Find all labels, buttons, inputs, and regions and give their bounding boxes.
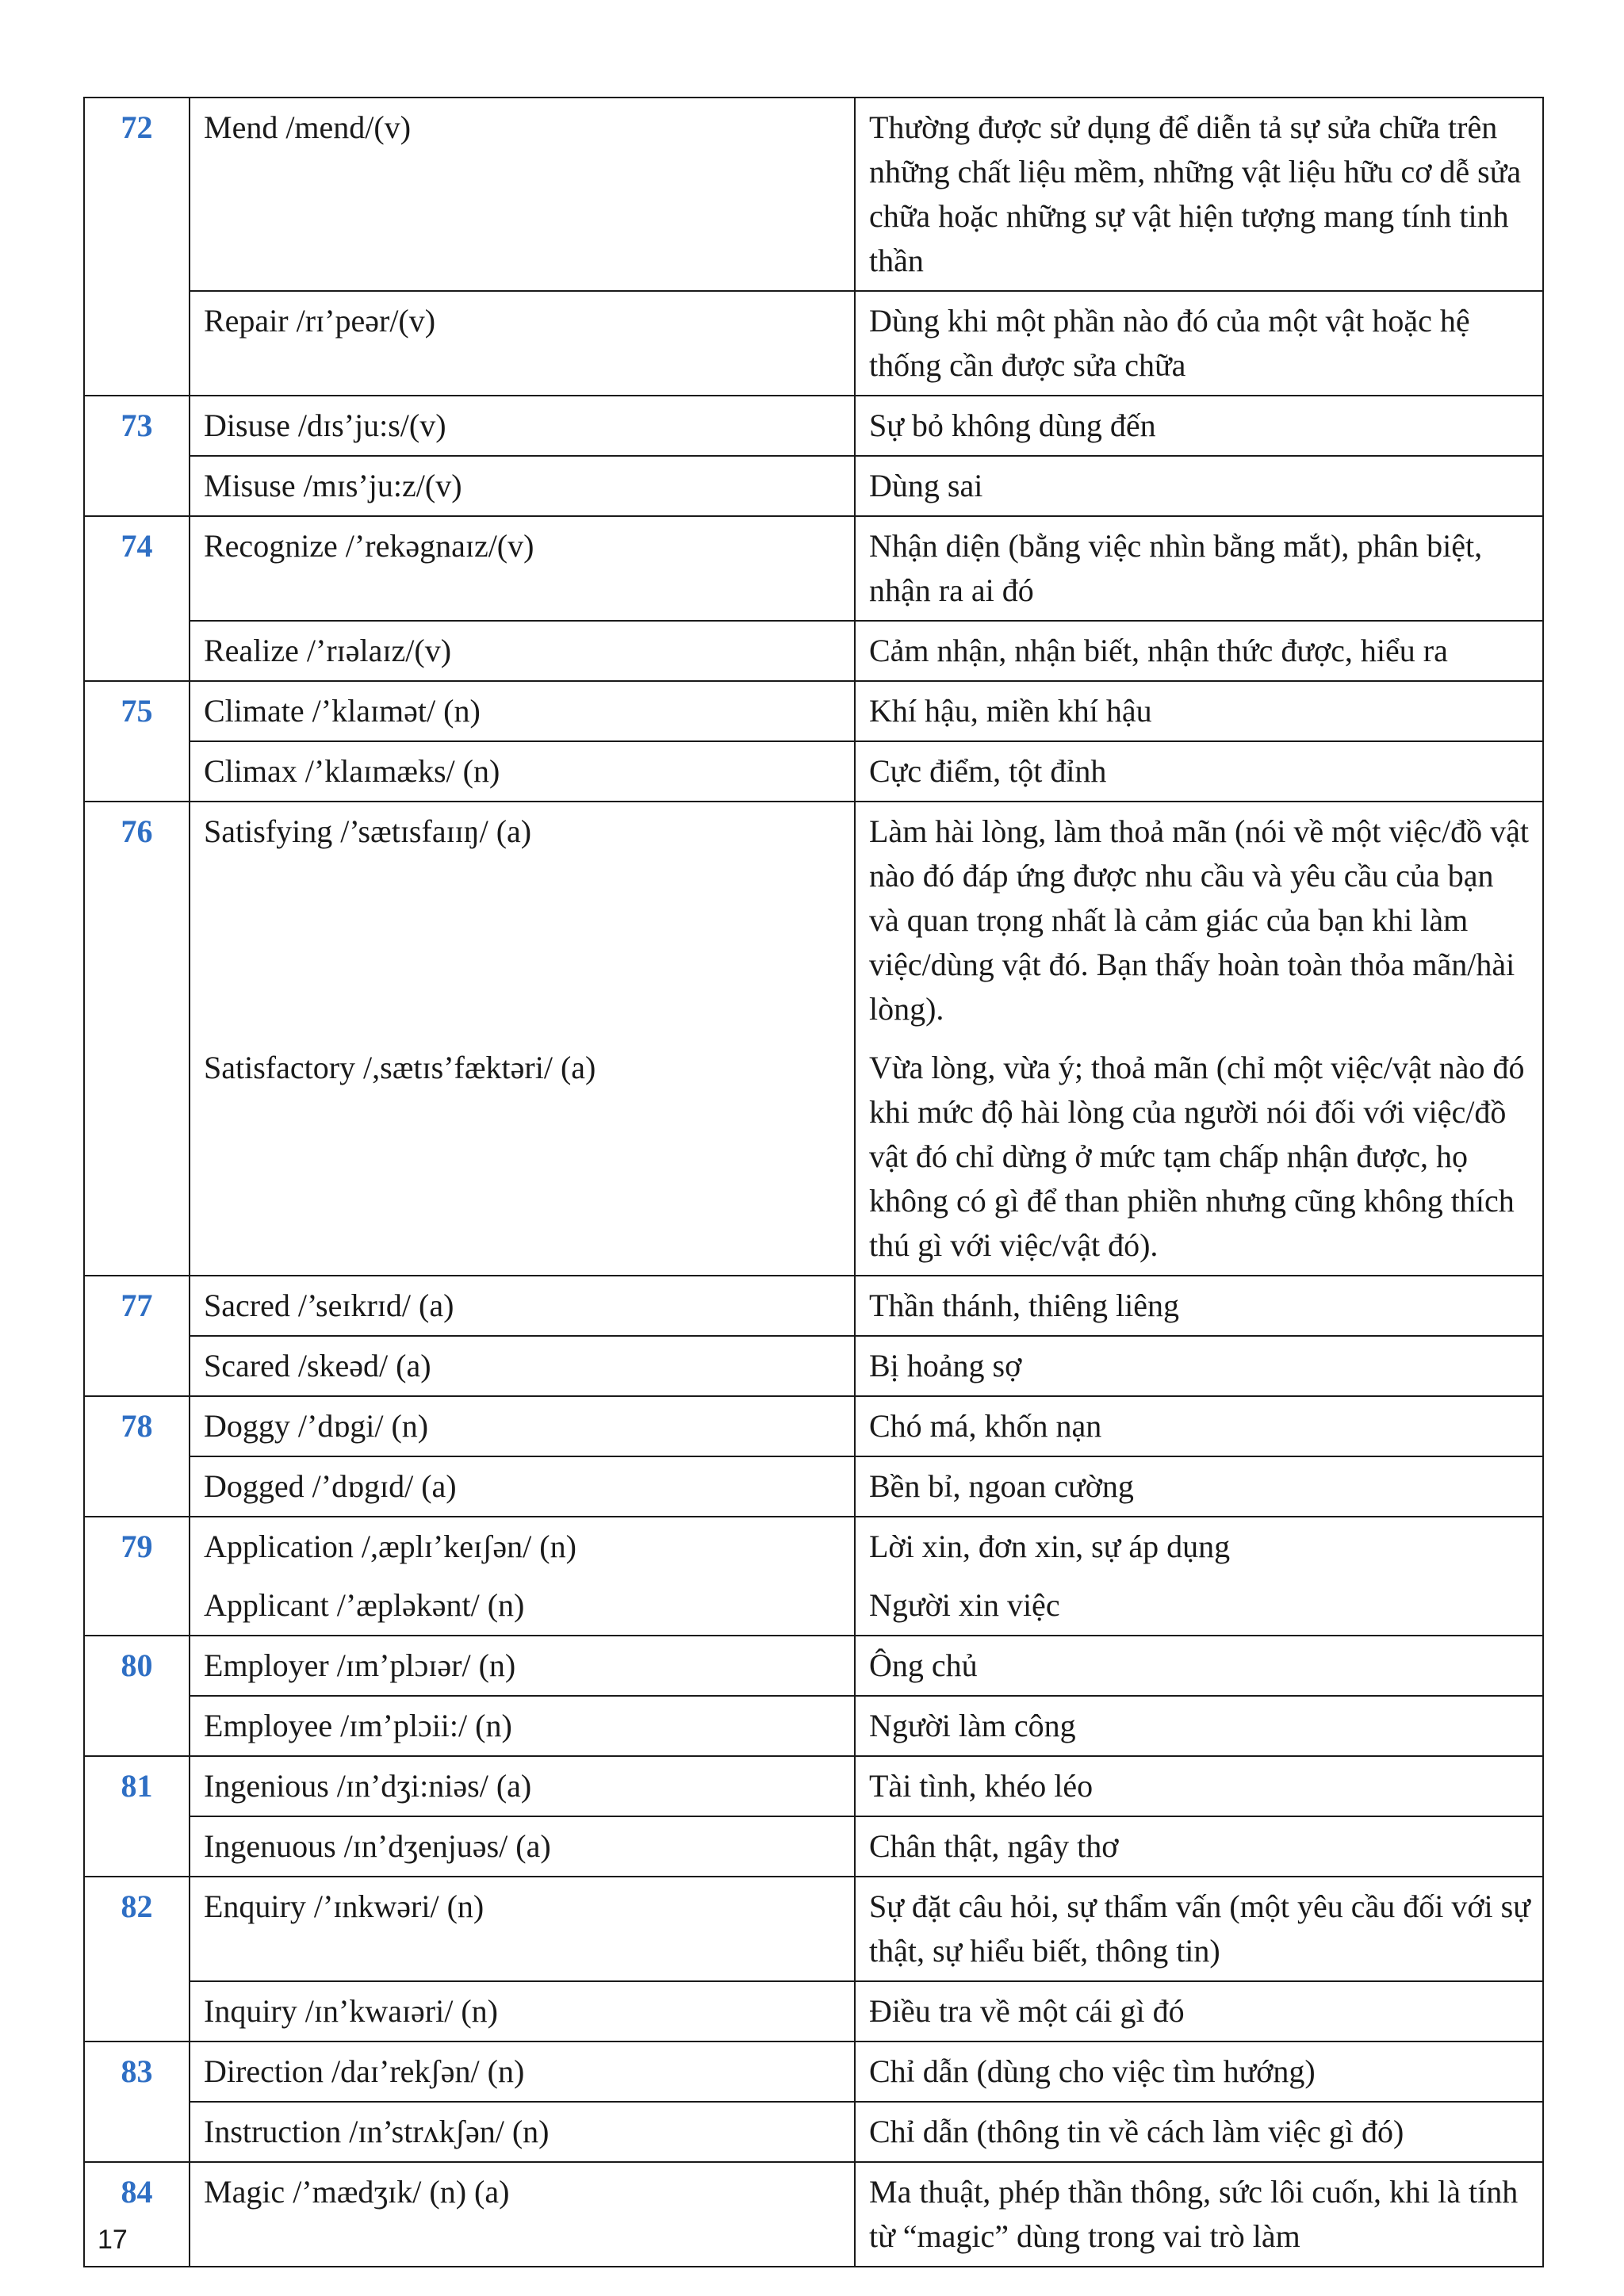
vocab-word: Ingenious /ɪn’dʒi:niəs/ (a): [190, 1756, 855, 1816]
vocab-row: [84, 291, 1543, 396]
vocab-meaning: Bền bỉ, ngoan cường: [855, 1456, 1543, 1517]
vocab-row: [84, 802, 1543, 1039]
vocab-word: Applicant /’æpləkənt/ (n): [190, 1576, 855, 1636]
page-number: 17: [98, 2225, 128, 2255]
vocab-meaning: Tài tình, khéo léo: [855, 1756, 1543, 1816]
entry-number: 81: [84, 1756, 190, 1877]
entry-number: 73: [84, 396, 190, 516]
vocab-row: [84, 1636, 1543, 1696]
entry-number: 77: [84, 1276, 190, 1396]
vocab-meaning: Điều tra về một cái gì đó: [855, 1981, 1543, 2042]
vocabulary-table-body: [84, 98, 1543, 2267]
entry-number: 83: [84, 2042, 190, 2162]
vocab-row: [84, 1396, 1543, 1456]
vocab-meaning: Cực điểm, tột đỉnh: [855, 741, 1543, 802]
vocab-word: Realize /’rɪəlaɪz/(v): [190, 621, 855, 681]
vocab-row: [84, 2102, 1543, 2162]
vocab-word: Dogged /’dɒgɪd/ (a): [190, 1456, 855, 1517]
vocab-meaning: Chỉ dẫn (dùng cho việc tìm hướng): [855, 2042, 1543, 2102]
vocab-word: Direction /daɪ’rekʃən/ (n): [190, 2042, 855, 2102]
vocab-meaning: Vừa lòng, vừa ý; thoả mãn (chỉ một việc/vật nào đó khi mức độ hài lòng của người nói đối với việc/đồ vật đó chỉ dừng ở mức tạm chấp nhận được, họ không có gì để than phiền nhưng cũng không thích thú gì với việc/vật đó).: [855, 1039, 1543, 1276]
entry-number: 74: [84, 516, 190, 681]
vocab-word: Ingenuous /ɪn’dʒenjuəs/ (a): [190, 1816, 855, 1877]
vocab-row: [84, 1816, 1543, 1877]
vocab-word: Mend /mend/(v): [190, 98, 855, 291]
vocab-meaning: Bị hoảng sợ: [855, 1336, 1543, 1396]
vocab-row: [84, 681, 1543, 741]
vocab-meaning: Thần thánh, thiêng liêng: [855, 1276, 1543, 1336]
vocab-word: Repair /rɪ’peər/(v): [190, 291, 855, 396]
vocab-word: Satisfying /’sætɪsfaɪɪŋ/ (a): [190, 802, 855, 1039]
vocab-word: Climate /’klaɪmət/ (n): [190, 681, 855, 741]
vocab-meaning: Thường được sử dụng để diễn tả sự sửa chữa trên những chất liệu mềm, những vật liệu hữu cơ dễ sửa chữa hoặc những sự vật hiện tượng mang tính tinh thần: [855, 98, 1543, 291]
vocab-word: Sacred /’seɪkrɪd/ (a): [190, 1276, 855, 1336]
vocab-meaning: Cảm nhận, nhận biết, nhận thức được, hiểu ra: [855, 621, 1543, 681]
vocab-meaning: Lời xin, đơn xin, sự áp dụng: [855, 1517, 1543, 1576]
vocab-row: [84, 1039, 1543, 1276]
vocab-row: [84, 396, 1543, 456]
vocab-row: [84, 2162, 1543, 2267]
vocab-meaning: Nhận diện (bằng việc nhìn bằng mắt), phân biệt, nhận ra ai đó: [855, 516, 1543, 621]
vocab-row: [84, 456, 1543, 516]
entry-number: 82: [84, 1877, 190, 2042]
vocab-word: Climax /’klaɪmæks/ (n): [190, 741, 855, 802]
vocab-meaning: Người xin việc: [855, 1576, 1543, 1636]
vocab-word: Misuse /mɪs’ju:z/(v): [190, 456, 855, 516]
vocab-word: Disuse /dɪs’ju:s/(v): [190, 396, 855, 456]
vocab-meaning: Sự bỏ không dùng đến: [855, 396, 1543, 456]
vocab-meaning: Dùng khi một phần nào đó của một vật hoặc hệ thống cần được sửa chữa: [855, 291, 1543, 396]
vocab-row: [84, 1756, 1543, 1816]
vocab-meaning: Khí hậu, miền khí hậu: [855, 681, 1543, 741]
vocab-row: [84, 1336, 1543, 1396]
vocab-meaning: Chân thật, ngây thơ: [855, 1816, 1543, 1877]
vocab-meaning: Làm hài lòng, làm thoả mãn (nói về một việc/đồ vật nào đó đáp ứng được nhu cầu và yêu cầu của bạn và quan trọng nhất là cảm giác của bạn khi làm việc/dùng vật đó. Bạn thấy hoàn toàn thỏa mãn/hài lòng).: [855, 802, 1543, 1039]
vocab-word: Inquiry /ɪn’kwaɪəri/ (n): [190, 1981, 855, 2042]
vocab-word: Enquiry /’ɪnkwəri/ (n): [190, 1877, 855, 1981]
vocab-meaning: Chỉ dẫn (thông tin về cách làm việc gì đó): [855, 2102, 1543, 2162]
vocab-row: [84, 1696, 1543, 1756]
vocab-meaning: Ma thuật, phép thần thông, sức lôi cuốn, khi là tính từ “magic” dùng trong vai trò làm: [855, 2162, 1543, 2267]
vocab-word: Instruction /ɪn’strʌkʃən/ (n): [190, 2102, 855, 2162]
vocab-word: Magic /’mædʒɪk/ (n) (a): [190, 2162, 855, 2267]
entry-number: 76: [84, 802, 190, 1276]
entry-number: 79: [84, 1517, 190, 1636]
vocab-row: [84, 621, 1543, 681]
entry-number: 84: [84, 2162, 190, 2267]
vocab-word: Satisfactory /,sætɪs’fæktəri/ (a): [190, 1039, 855, 1276]
vocab-meaning: Chó má, khốn nạn: [855, 1396, 1543, 1456]
entry-number: 80: [84, 1636, 190, 1756]
vocab-row: [84, 2042, 1543, 2102]
entry-number: 72: [84, 98, 190, 396]
vocab-row: [84, 1877, 1543, 1981]
vocab-meaning: Người làm công: [855, 1696, 1543, 1756]
vocab-word: Scared /skeəd/ (a): [190, 1336, 855, 1396]
entry-number: 75: [84, 681, 190, 802]
entry-number: 78: [84, 1396, 190, 1517]
vocab-meaning: Ông chủ: [855, 1636, 1543, 1696]
vocab-word: Employee /ɪm’plɔii:/ (n): [190, 1696, 855, 1756]
vocab-row: [84, 516, 1543, 621]
vocab-row: [84, 1276, 1543, 1336]
vocab-row: [84, 98, 1543, 291]
vocab-row: [84, 1456, 1543, 1517]
vocab-row: [84, 1576, 1543, 1636]
vocab-word: Doggy /’dɒgi/ (n): [190, 1396, 855, 1456]
vocab-row: [84, 1517, 1543, 1576]
vocab-word: Recognize /’rekəgnaɪz/(v): [190, 516, 855, 621]
vocab-meaning: Sự đặt câu hỏi, sự thẩm vấn (một yêu cầu đối với sự thật, sự hiểu biết, thông tin): [855, 1877, 1543, 1981]
vocabulary-table: [83, 97, 1544, 2267]
vocab-row: [84, 1981, 1543, 2042]
vocab-word: Employer /ɪm’plɔɪər/ (n): [190, 1636, 855, 1696]
vocab-meaning: Dùng sai: [855, 456, 1543, 516]
vocab-row: [84, 741, 1543, 802]
vocab-word: Application /,æplɪ’keɪʃən/ (n): [190, 1517, 855, 1576]
